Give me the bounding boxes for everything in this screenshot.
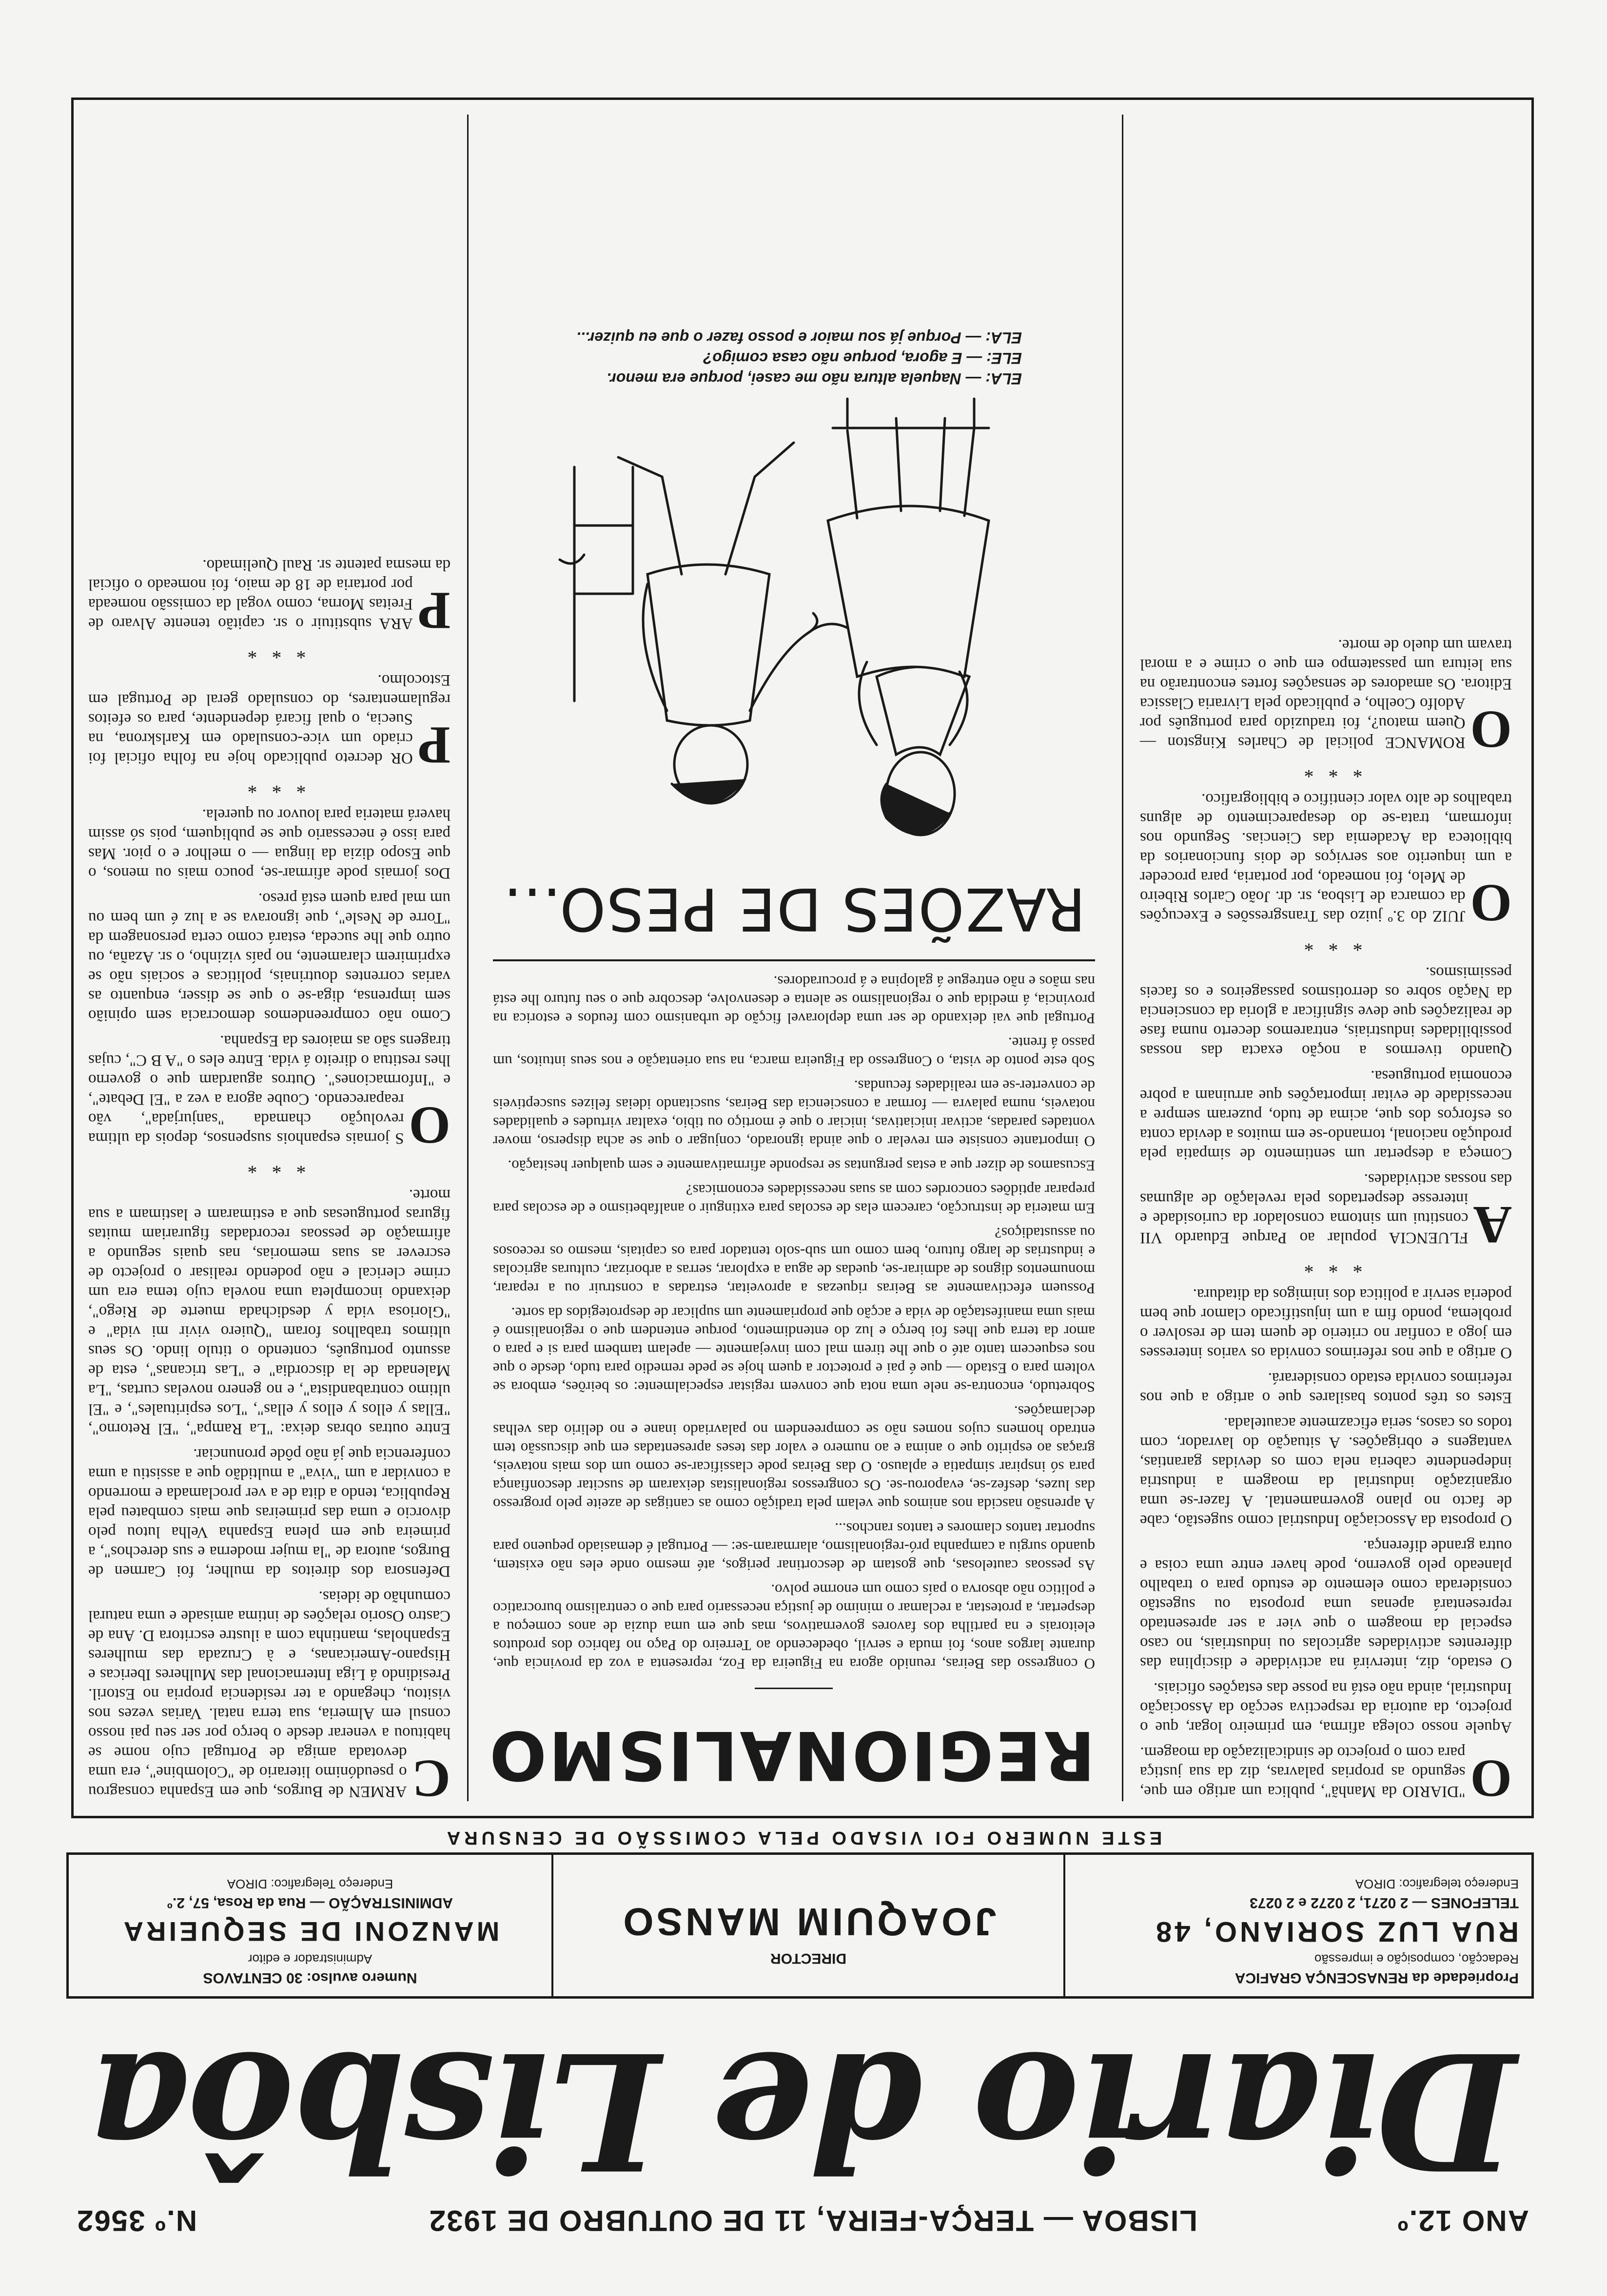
right-column — [88, 115, 469, 1809]
regionalismo-headline: REGIONALISMO — [487, 1716, 1095, 1794]
article-paragraph: Possuem efectivamente as Beiras riquezas a aproveitar, estradas a construir ou a reparar, monumentos dignos de admirar-se, quedas de agua a explorar, serras a arborizar, culturas agricolas e industrias de largo futuro, bem como um sub-solo tentador para os capitais, mesmo os receosos ou assustadiços? — [493, 1225, 1095, 1297]
article-paragraph: OS jornais espanhois suspensos, depois da ultima revolução chamada "sanjurjada", vão reaparecendo. Coube agora a vez a "El Debate", e "Informaciones". Outros aguardam que o governo lhes restitua o direito á vida. Entre eles o "A B C", cujas tiragens são as maiores da Espanha. — [88, 1032, 451, 1155]
article-paragraph: Aquele nosso colega afirma, em primeiro logar, que o projecto, da autoria da respectiva secção da Associação Industrial, ainda não está na posse das estações oficiais. — [1140, 1679, 1512, 1736]
article-paragraph: As pessoas cautelosas, que gostam de descortinar perigos, até mesmo onde eles não existem, quando surgiu a campanha pró-regionalismo, alarmaram-se: — Portugal é demasiado pequeno para suportar tantos clamores e tantos ranchos... — [493, 1520, 1095, 1574]
article-paragraph: Dos jornais pode afirmar-se, pouco mais ou menos, o que Esopo dizia da lingua — o melhor e o pior. Mas para isso é necessario que se publiquem, pois só assim haverá materia para louvor ou querela. — [88, 806, 451, 882]
publisher-address: RUA LUZ SORIANO, 48 — [1153, 1916, 1519, 1947]
issue-number: N.º 3562 — [76, 2204, 197, 2237]
administration-info — [69, 1855, 551, 1996]
director-label: DIRECTOR — [770, 1950, 847, 1966]
article-paragraph: Escusamos de dizer que a estas perguntas se responde afirmativamente e sem qualquer hesitação. — [508, 1157, 1095, 1174]
article-paragraph: OJUIZ do 3.º juizo das Transgressões e Execuções da comarca de Lisboa, sr. dr. João Carlos Ribeiro de Melo, foi nomeado, por portaria, para proceder a um inquerito aos serviços de dois funcionarios da biblioteca da Academia das Ciencias. Segundo nos informam, trata-se do desaparecimento de alguns trabalhos de alto valor cientifico e bibliografico. — [1140, 790, 1512, 933]
article-paragraph: Portugal que vai deixando de ser uma deploravel ficção de urbanismo com feudos e estorica na provincia, á medida que o regionalismo se alenta e desenvolve, descobre que o seu futuro lhe está nas mãos e não entregue á galopina e á procuradores. — [493, 973, 1095, 1027]
article-paragraph: O"DIARIO da Manhã", publica um artigo em que, segundo as proprias palavras, diz da sua justiça para com o projecto de sindicalização da moagem. — [1140, 1744, 1512, 1809]
publisher-phones: TELEFONES — 2 0271, 2 0272 e 2 0273 — [1250, 1895, 1519, 1911]
publisher-telegraph: Endereço telegrafico: DIROA — [1355, 1877, 1519, 1891]
article-paragraph: Sobretudo, encontra-se nele uma nota que convem registar especialmente: os beirões, embora se voltem para o Estado — que é pai e protector a quem hoje se pede remedio para tudo, desde o que nos esquecem tanto até o que lhe tirem mal com invejamente — apelam tambem para si e para o amor da terra que lhes foi berço e luz do entendimento, porque entendem que o regionalismo é mais uma manifestação de vida e acção que propriamente um suplicar de desprotegidos da sorte. — [493, 1304, 1095, 1396]
article-paragraph: POR decreto publicado hoje na folha oficial foi criado um vice-consulado em Karlskrona, na Suecia, o qual ficará dependente, para os efeitos regulamentares, do consulado geral de Portugal em Estocolmo. — [88, 671, 451, 775]
article-paragraph: PARA substituir o sr. capitão tenente Alvaro de Freitas Morna, como vogal da comissão nomeada por portaria de 18 de maio, foi nomeado o oficial da mesma patente sr. Raul Quelimado. — [88, 556, 451, 641]
article-paragraph: Entre outras obras deixa: "La Rampa", "El Retorno", "Ellas y ellos y ellos y ellas", "Los espirituales", e "El ultimo contrabandista", e no genero novelas curtas, "La Malenada de la discordia" e "Las tricanas", esta de assunto português, contendo o titulo lindo. Os seus ultimos trabalhos foram "Quiero vivir mi vida" e "Gloriosa vida y desdichada muerte de Riego", deixando incompleta uma novela cujo tema era um crime clerical e não podendo realisar o projecto de escrever as suas memorias, nas quais segundo a afirmação de pessoas recordadas figurariam muitas figuras portuguesas que a estimaram e lastimam a sua morte. — [88, 1186, 451, 1438]
section-separator: *** — [1289, 760, 1363, 782]
director-name: JOAQUIM MANSO — [620, 1900, 997, 1944]
admin-address: ADMINISTRAÇÃO — Rua da Rosa, 57, 2.º — [167, 1895, 453, 1911]
cartoon-caption — [493, 328, 1095, 389]
article-paragraph: O importante consiste em revelar o que ainda ignorado, conjugar o que se acha disperso, mover vontades paradas, activar iniciativas, iniciar o que é mortiço ou tibio, exaltar virtudes e qualidades notaveis, numa palavra — formar a consciencia das Beiras, suscitando ideias felizes susceptiveis de converter-se em realidades fecundas. — [493, 1077, 1095, 1150]
date-line: LISBOA — TERÇA-FEIRA, 11 DE OUTUBRO DE 1932 — [428, 2204, 1197, 2237]
article-paragraph: Quando tivermos a noção exacta das nossas possibilidades industriais, entraremos decerto numa fase de realizações que deve significar a gloria da consciencia da Nação sobre os derrotismos passageiros e os faceis pessimismos. — [1140, 964, 1512, 1059]
section-separator: *** — [233, 641, 306, 663]
couple-cartoon-illustration — [526, 389, 1062, 867]
publisher-info — [1063, 1855, 1531, 1996]
director-info — [551, 1855, 1063, 1996]
article-paragraph: Sob este ponto de vista, o Congresso da Figueira marca, na sua orientação e nos seus intuitos, um passo á frente. — [493, 1034, 1095, 1070]
article-paragraph: CARMEN de Burgos, que em Espanha consagrou o pseudónimo literario de "Colombine", era uma devotada amiga de Portugal cujo nome se habituou a venerar desde o berço por ser seu pai nosso consul em Almeria, sua terra natal. Varias vezes nos visitou, chegando a ter residencia propria no Estoril. Presidindo á Liga Internacional das Mulheres Ibericas e Hispano-Americanas, e à Cruzada das mulheres Espanholas, mantinha com a ilustre escritora D. Ana de Castro Osorio relações de intima amisade e uma natural comunhão de ideias. — [88, 1588, 451, 1809]
left-column — [1122, 115, 1512, 1809]
article-paragraph: Como não compreendemos democracia sem opinião sem imprensa, diga-se o que se disser, enquanto as varias correntes doutrinais, politicas e sociais não se exprimirem claramente, no país vizinho, o sr. Azaña, ou outro que lhe suceda, estará como certa personagem da "Torre de Nesle", que ignorava se a luz é um bem ou um mal para quem está preso. — [88, 890, 451, 1024]
article-paragraph: Defensora dos direitos da mulher, foi Carmen de Burgos, autora de "la mujer moderna e sus derechos", a primeira que em plena Espanha Velha lutou pelo divorcio e uma das primeiras que mais combateu pela Republica, tendo a dita de a ver proclamada e morrendo a convidar a um "viva" a multidão que a assistiu a uma conferencia que já não pôde pronunciar. — [88, 1445, 451, 1580]
admin-telegraph: Endereço Telegrafico: DIROA — [227, 1877, 393, 1891]
section-separator: *** — [233, 776, 306, 798]
article-paragraph: A aprensão nascida nos animos que velam pela tradição como as cantigas de azeite pelo progresso das luzes, desfez-se, evaporou-se. Os congressos regionalistas deixaram de suscitar desconfiança para só inspirar simpatia e aplauso. O das Beiras pode classificar-se como um dos mais notaveis, graças ao espirito que o anima e ao numero e valor das teses apresentadas em que discussão tem entrado homens cujos nomes não se compreendem no palavriado inane e no delirio das velhas declamações. — [493, 1403, 1095, 1513]
section-separator: *** — [1289, 934, 1363, 955]
publisher-line-1: Propriedade da RENASCENÇA GRAFICA — [1235, 1970, 1519, 1986]
article-paragraph: O estado, diz, intervirá na actividade e disciplina das diferentes actividades agricolas ou industriais, no caso especial da moagem o que vier a ser apresentado representará apenas uma proposta ou sugestão considerada como elemento de estudo para o trabalho planeado pelo governo, pode haver entre uma coisa e outra grande diferença. — [1140, 1537, 1512, 1672]
center-column — [483, 115, 1105, 1806]
headline-rule — [755, 1688, 833, 1689]
article-paragraph: O proposta da Associação Industrial como sugestão, cabe de facto no plano governamental. A fazer-se uma organização industrial da moagem a industria independente caberia nela com os devidas garantias, vantagens e obrigações. A situação do lavrador, com todos os casos, seria eficazmente acautelada. — [1140, 1414, 1512, 1529]
newspaper-title: Diario de Lisbôa — [89, 2016, 1516, 2205]
section-separator: *** — [233, 1156, 306, 1178]
year-volume: ANO 12.º — [1396, 2204, 1529, 2237]
article-paragraph: OROMANCE policial de Charles Kingston — Quem matou?, foi traduzido para português por Adolfo Coelho, e publicado pela Livraria Classica Editora. Os amadores de sensações fortes encontrarão na sua leitura um passatempo em que o crime e a moral travam um duelo de morte. — [1140, 636, 1512, 759]
admin-name: MANZONI DE SEQUEIRA — [120, 1916, 500, 1947]
content-frame — [71, 97, 1534, 1818]
masthead-info-box — [66, 1852, 1534, 1999]
article-paragraph: Começa a despertar um sentimento de simpatia pela produção nacional, tornando-se em muitos a devida conta os esforços dos que, acima de tudo, puzeram sempre a necessidade de evitar importações que arruinam a pobre economia portuguesa. — [1140, 1067, 1512, 1163]
regionalismo-article — [493, 972, 1095, 1673]
caption-line: ELA: — Naquela altura não me casei, porque era menor. — [607, 370, 1022, 388]
article-paragraph: O artigo a que nos referimos convida os varios interesses em jogo a confiar no criterio de quem tem de resolver o problema, pondo fim a um injustificado clamor que bem poderia servir a politica dos inimigos da ditadura. — [1140, 1285, 1512, 1362]
admin-line-1: Numero avulso: 30 CENTAVOS — [203, 1970, 417, 1986]
article-paragraph: Em materia de instrucção, carecem elas de escolas para extinguir o analfabetismo e de escolas para preparar aptidões concordes com as suas necessidades economicas? — [493, 1182, 1095, 1217]
article-paragraph: AFLUENCIA popular ao Parque Eduardo VII constitui um sintoma consolador da curiosidade e interesse despertados pela revelação de algumas das nossas actividades. — [1140, 1170, 1512, 1255]
section-separator: *** — [1289, 1255, 1363, 1277]
publisher-line-2: Redacção, composição e impressão — [1314, 1952, 1519, 1966]
caption-line: ELA: — Porque já sou maior e posso fazer o que eu quizer... — [576, 329, 1022, 347]
article-paragraph: Estes os três pontos basilares que o artigo a que nos referimos convida estado considerará. — [1140, 1369, 1512, 1406]
caption-line: ELE: — E agora, porque não casa comigo? — [703, 350, 1022, 367]
censorship-notice: ESTE NUMERO FOI VISADO PELA COMISSÃO DE CENSURA — [443, 1828, 1162, 1848]
admin-line-2: Administrador e editor — [248, 1952, 372, 1966]
cartoon-title: RAZÕES DE PESO... — [502, 875, 1086, 942]
article-paragraph: O congresso das Beiras, reunido agora na Figueira da Foz, representa a voz da provincia que, durante largos anos, foi muda e servil, obedecendo ao Terreiro do Paço no fabrico dos produtos eleitorais e na partilha dos favores governativos, mas que em uma duzia de anos começou a despertar, a protestar, a reclamar o minimo de justiça necessario para que o centralismo burocratico e politico não absorva o país como um enorme polvo. — [493, 1581, 1095, 1673]
section-divider — [493, 959, 1095, 961]
